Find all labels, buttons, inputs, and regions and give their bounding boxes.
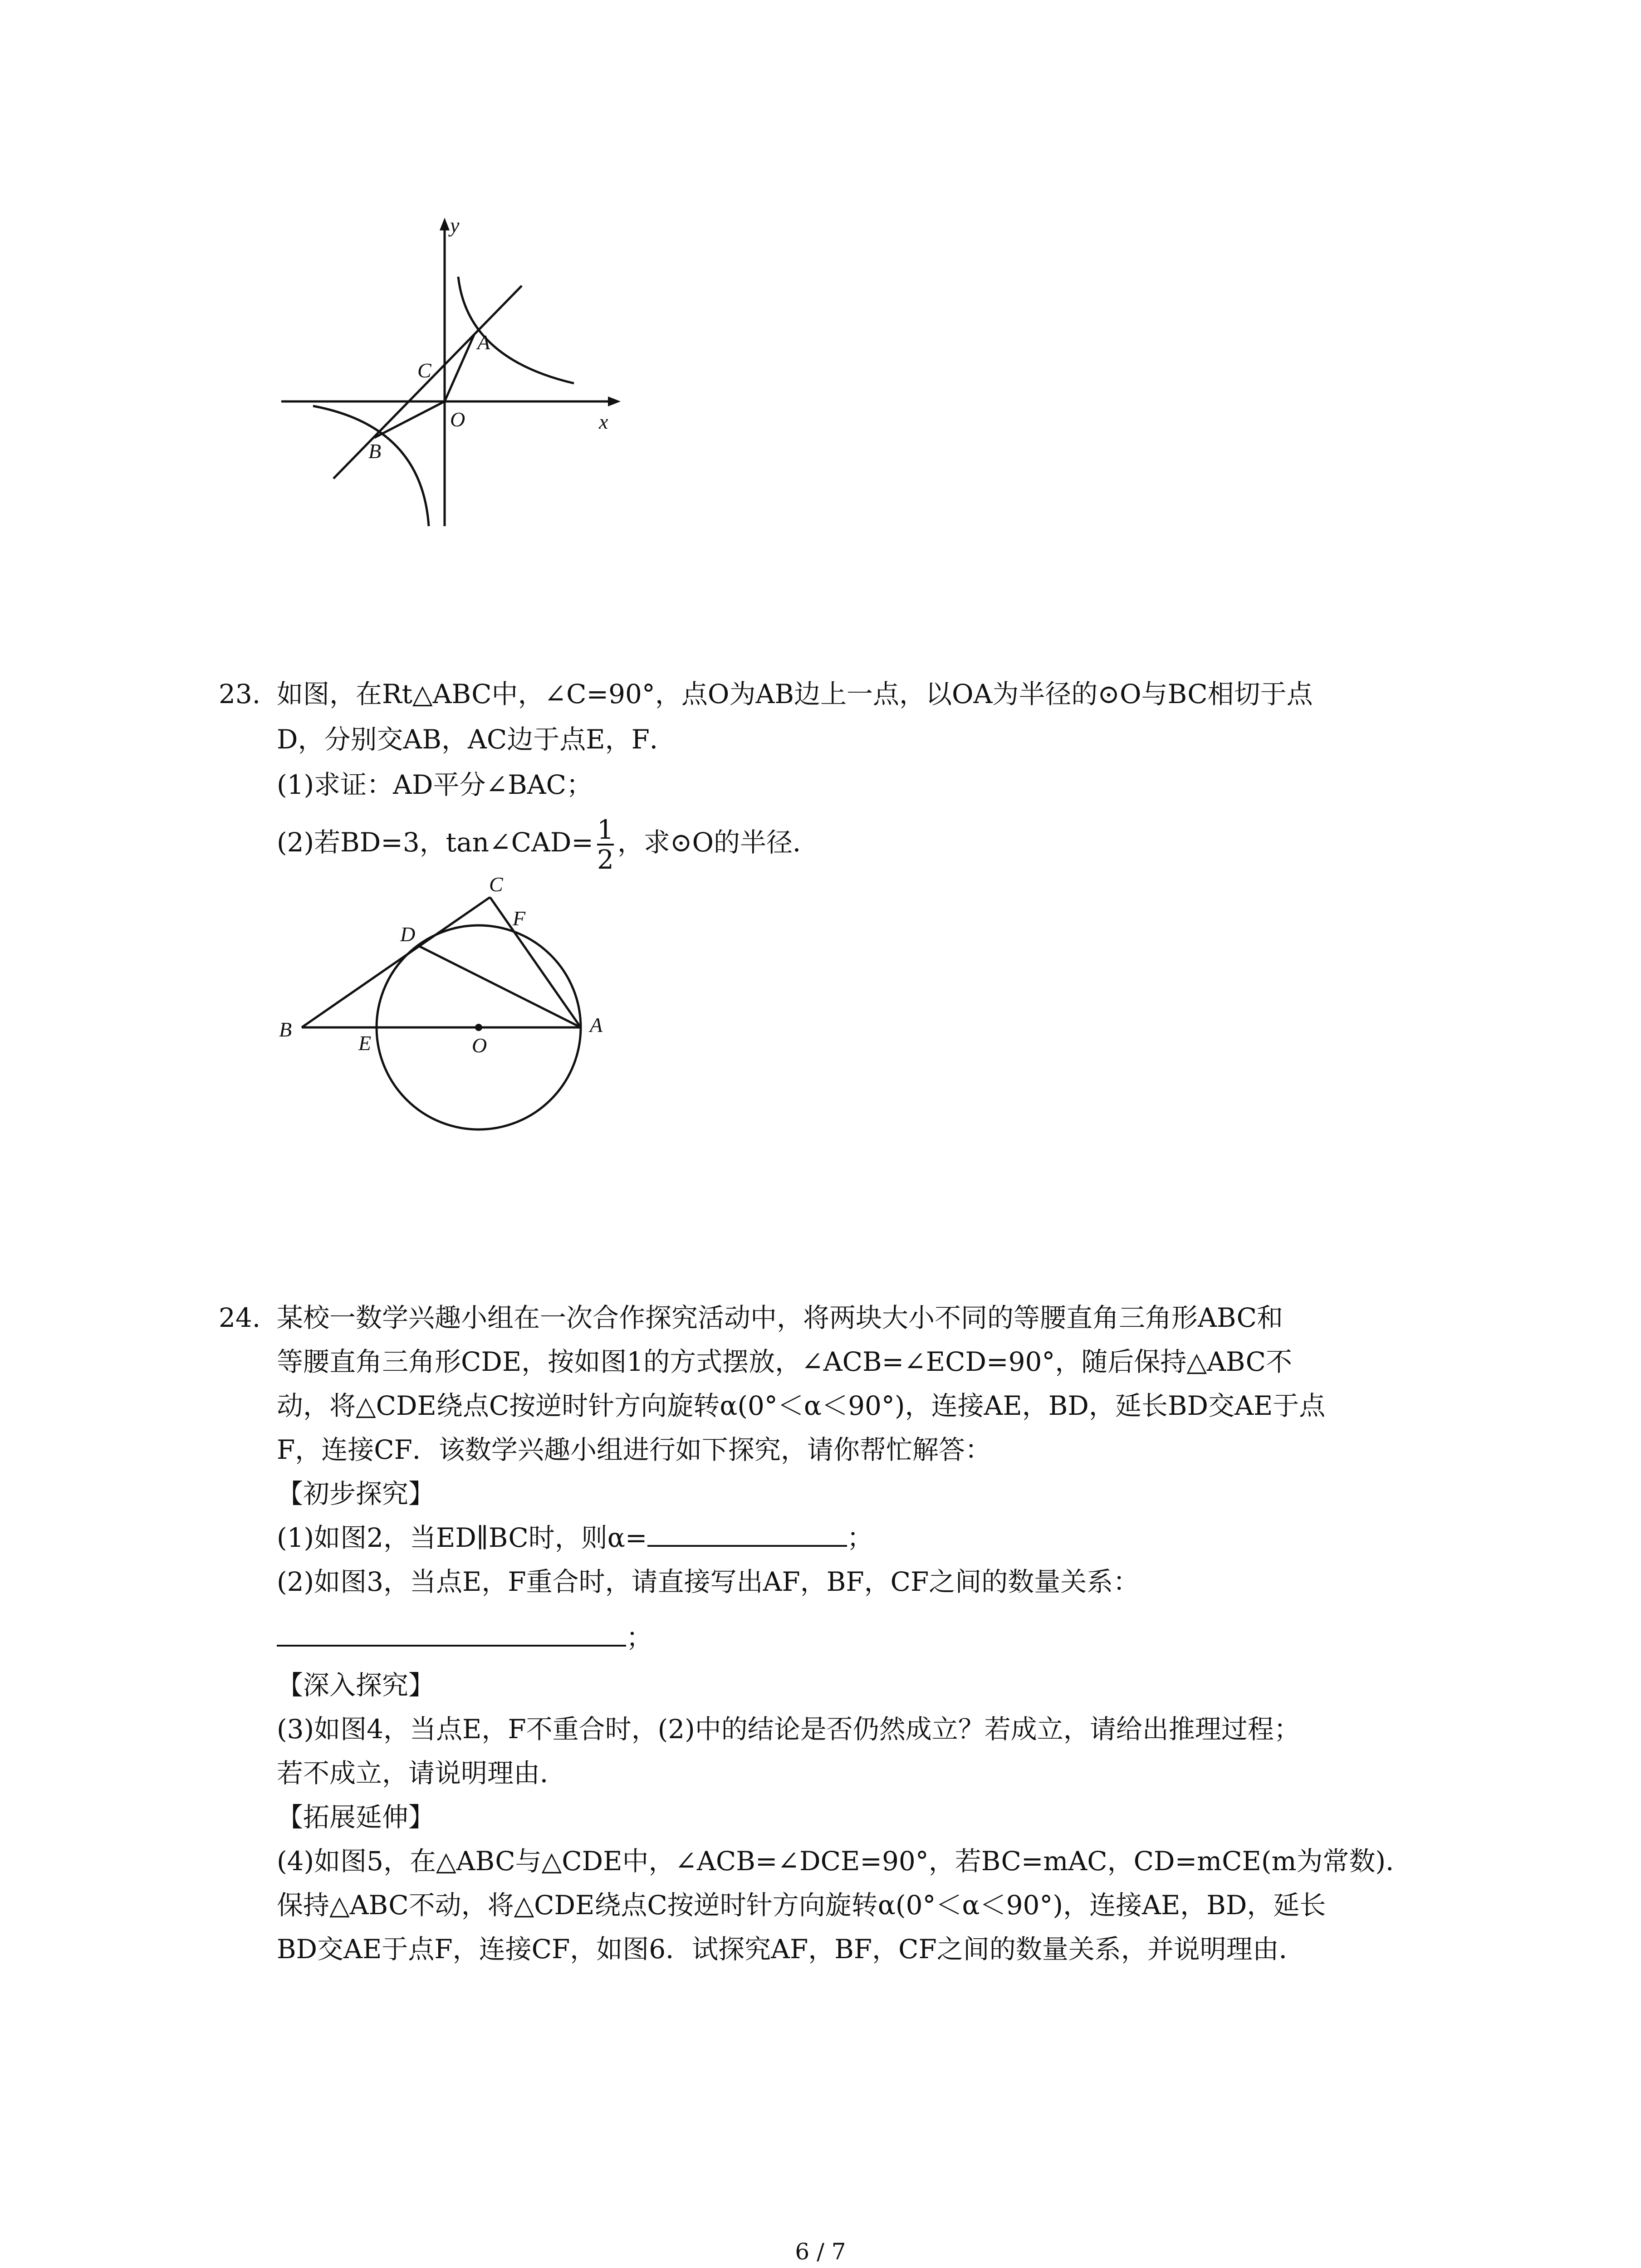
fraction-numerator: 1 bbox=[597, 814, 614, 845]
q24-heading-deep: 【深入探究】 bbox=[277, 1670, 435, 1701]
q24-part4-line1: (4)如图5，在△ABC与△CDE中，∠ACB=∠DCE=90°，若BC=mAC，CD=mCE(m为常数)． bbox=[277, 1846, 1412, 1877]
answer-blank-1[interactable] bbox=[647, 1520, 847, 1547]
q23-part1: (1)求证：AD平分∠BAC； bbox=[277, 769, 593, 800]
label-C: C bbox=[489, 873, 503, 896]
q24-heading-initial: 【初步探究】 bbox=[277, 1478, 435, 1509]
label-x: x bbox=[599, 410, 608, 433]
q24-part2-end: ； bbox=[626, 1622, 653, 1653]
label-A: A bbox=[590, 1013, 603, 1036]
q24-line2: 等腰直角三角形CDE，按如图1的方式摆放，∠ACB=∠ECD=90°，随后保持△ABC不 bbox=[277, 1346, 1292, 1377]
q24-part3-line1: (3)如图4，当点E，F不重合时，(2)中的结论是否仍然成立？若成立，请给出推理过程； bbox=[277, 1714, 1300, 1745]
answer-blank-2[interactable] bbox=[277, 1619, 626, 1647]
label-y: y bbox=[450, 214, 460, 237]
q23-part2-pre: (2)若BD=3，tan∠CAD= bbox=[277, 827, 593, 858]
q24-line4: F，连接CF．该数学兴趣小组进行如下探究，请你帮忙解答： bbox=[277, 1434, 991, 1465]
label-B: B bbox=[279, 1018, 292, 1041]
circle-triangle-figure bbox=[272, 871, 635, 1152]
page-number: 6 / 7 bbox=[795, 2239, 846, 2265]
label-O: O bbox=[472, 1034, 487, 1057]
label-D: D bbox=[400, 923, 416, 946]
q23-line1: 如图，在Rt△ABC中，∠C=90°，点O为AB边上一点，以OA为半径的⊙O与BC相切于点 bbox=[277, 679, 1313, 709]
q24-part2-answer bbox=[277, 1615, 652, 1660]
label-E: E bbox=[358, 1031, 372, 1055]
q24-part4-line3: BD交AE于点F，连接CF，如图6．试探究AF，BF，CF之间的数量关系，并说明理由． bbox=[277, 1934, 1305, 1965]
q23-part2 bbox=[277, 816, 819, 874]
q24-part1-text: (1)如图2，当ED∥BC时，则α= bbox=[277, 1522, 647, 1553]
q23-number: 23. bbox=[219, 679, 261, 709]
label-O: O bbox=[450, 408, 465, 431]
q24-number: 24. bbox=[219, 1302, 261, 1333]
coordinate-figure bbox=[272, 213, 635, 540]
label-F: F bbox=[513, 907, 526, 930]
q23-line2: D，分别交AB，AC边于点E，F． bbox=[277, 724, 676, 755]
q23-fraction bbox=[597, 816, 614, 874]
q24-part1-end: ； bbox=[847, 1522, 873, 1553]
fraction-denominator: 2 bbox=[597, 844, 614, 875]
label-B: B bbox=[368, 440, 382, 463]
q24-part1 bbox=[277, 1515, 873, 1560]
q23-part2-post: ，求⊙O的半径． bbox=[617, 827, 819, 858]
q24-line1: 某校一数学兴趣小组在一次合作探究活动中，将两块大小不同的等腰直角三角形ABC和 bbox=[277, 1302, 1283, 1333]
label-A: A bbox=[477, 331, 490, 354]
label-C: C bbox=[417, 359, 431, 382]
q24-part2: (2)如图3，当点E，F重合时，请直接写出AF，BF，CF之间的数量关系： bbox=[277, 1566, 1140, 1597]
q24-line3: 动，将△CDE绕点C按逆时针方向旋转α(0°＜α＜90°)，连接AE，BD，延长BD交AE于点 bbox=[277, 1390, 1326, 1421]
q24-part4-line2: 保持△ABC不动，将△CDE绕点C按逆时针方向旋转α(0°＜α＜90°)，连接AE，BD，延长 bbox=[277, 1890, 1326, 1921]
q24-part3-line2: 若不成立，请说明理由． bbox=[277, 1758, 567, 1789]
q24-heading-extend: 【拓展延伸】 bbox=[277, 1802, 435, 1833]
